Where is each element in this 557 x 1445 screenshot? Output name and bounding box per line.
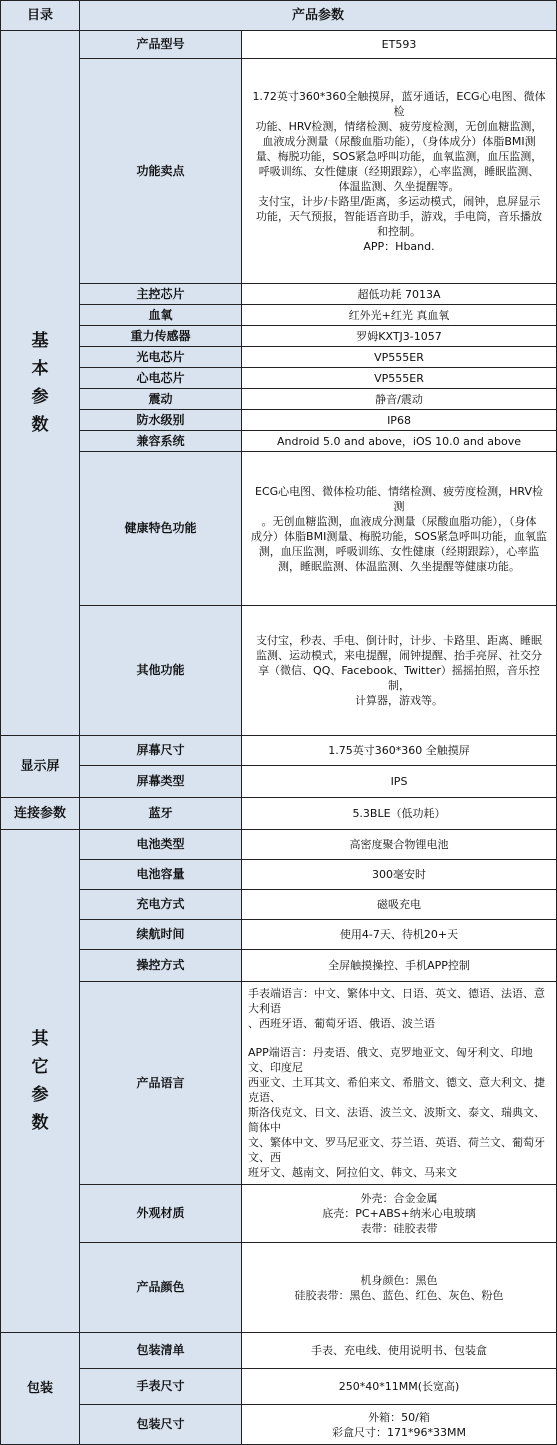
row-value-screen-type: IPS xyxy=(242,766,557,798)
row-label-endurance: 续航时间 xyxy=(80,920,242,950)
section-package-title: 包装 xyxy=(1,1333,80,1445)
row-label-battery-cap: 电池容量 xyxy=(80,860,242,890)
row-value-bluetooth: 5.3BLE（低功耗） xyxy=(242,798,557,830)
row-value-chip: 超低功耗 7013A xyxy=(242,284,557,305)
row-value-charging: 磁吸充电 xyxy=(242,890,557,920)
row-label-control: 操控方式 xyxy=(80,950,242,982)
table-row xyxy=(1,736,557,766)
section-connect-title: 连接参数 xyxy=(1,798,80,830)
row-label-other: 其他功能 xyxy=(80,606,242,736)
row-value-other: 支付宝，秒表、手电、倒计时，计步、卡路里、距离、睡眠 监测、运动模式，来电提醒，闹钟提醒、抬手亮屏、社交分 享（微信、QQ、Facebook、Twitter）摇摇拍照，音乐控制， 计算器，游戏等。 xyxy=(242,606,557,736)
header-catalog: 目录 xyxy=(1,1,80,31)
table-row xyxy=(1,860,557,890)
table-row xyxy=(1,982,557,1185)
table-row xyxy=(1,368,557,389)
row-value-battery-cap: 300毫安时 xyxy=(242,860,557,890)
row-label-vibration: 震动 xyxy=(80,389,242,410)
row-label-model: 产品型号 xyxy=(80,31,242,59)
row-label-ecg: 心电芯片 xyxy=(80,368,242,389)
table-row xyxy=(1,347,557,368)
table-row xyxy=(1,389,557,410)
section-basic-title: 基 本 参 数 xyxy=(1,31,80,736)
row-value-watch-size: 250*40*11MM(长宽高) xyxy=(242,1369,557,1405)
row-value-screen-size: 1.75英寸360*360 全触摸屏 xyxy=(242,736,557,766)
table-row xyxy=(1,1333,557,1369)
row-value-endurance: 使用4-7天、待机20+天 xyxy=(242,920,557,950)
table-row xyxy=(1,59,557,284)
section-others-title: 其 它 参 数 xyxy=(1,830,80,1333)
table-row xyxy=(1,950,557,982)
table-row xyxy=(1,920,557,950)
row-label-health: 健康特色功能 xyxy=(80,452,242,606)
row-value-spo2: 红外光+红光 真血氧 xyxy=(242,305,557,326)
table-row xyxy=(1,798,557,830)
header-params: 产品参数 xyxy=(80,1,557,31)
row-value-features: 1.72英寸360*360全触摸屏，蓝牙通话，ECG心电图、微体检 功能、HRV检测，情绪检测、疲劳度检测，无创血糖监测， 血液成分测量（尿酸血脂功能），（身体成分）体脂BMI测 量、梅脱功能，SOS紧急呼叫功能，血氧监测，血压监测， 呼吸训练、女性健康（经期跟踪），心率监测，睡眠监测、 体温监测、久坐提醒等。 支付宝，计步/卡路里/距离，多运动模式，闹钟，息屏显示 功能，天气预报，智能语音助手，游戏，手电筒，音乐播放 和控制。 APP：Hband. xyxy=(242,59,557,284)
row-value-pack-size: 外箱：50/箱 彩盒尺寸：171*96*33MM xyxy=(242,1405,557,1445)
table-row xyxy=(1,830,557,860)
table-row xyxy=(1,890,557,920)
table-row xyxy=(1,410,557,431)
row-value-language: 手表端语言：中文、繁体中文、日语、英文、德语、法语、意大利语 、西班牙语、葡萄牙语、俄语、波兰语 APP端语言：丹麦语、俄文、克罗地亚文、匈牙利文、印地文、印度尼 西亚文、土耳其文、希伯来文、希腊文、德文、意大利文、捷克语、 斯洛伐克文、日文、法语、波兰文、波斯文、泰文、瑞典文、简体中 文、繁体中文、罗马尼亚文、芬兰语、英语、荷兰文、葡萄牙文、西 班牙文、越南文、阿拉伯文、韩文、马来文 xyxy=(242,982,557,1185)
row-label-material: 外观材质 xyxy=(80,1185,242,1243)
row-label-compat: 兼容系统 xyxy=(80,431,242,452)
row-label-spo2: 血氧 xyxy=(80,305,242,326)
row-label-screen-size: 屏幕尺寸 xyxy=(80,736,242,766)
row-value-waterproof: IP68 xyxy=(242,410,557,431)
row-value-ecg: VP555ER xyxy=(242,368,557,389)
row-label-gsensor: 重力传感器 xyxy=(80,326,242,347)
row-label-chip: 主控芯片 xyxy=(80,284,242,305)
table-row xyxy=(1,305,557,326)
table-row xyxy=(1,1369,557,1405)
table-row xyxy=(1,1185,557,1243)
row-label-screen-type: 屏幕类型 xyxy=(80,766,242,798)
row-label-language: 产品语言 xyxy=(80,982,242,1185)
table-row xyxy=(1,284,557,305)
row-value-control: 全屏触摸操控、手机APP控制 xyxy=(242,950,557,982)
table-row xyxy=(1,326,557,347)
row-value-color: 机身颜色：黑色 硅胶表带：黑色、蓝色、红色、灰色、粉色 xyxy=(242,1243,557,1333)
row-label-features: 功能卖点 xyxy=(80,59,242,284)
row-value-ppg: VP555ER xyxy=(242,347,557,368)
row-label-ppg: 光电芯片 xyxy=(80,347,242,368)
row-value-model: ET593 xyxy=(242,31,557,59)
table-row xyxy=(1,1405,557,1445)
table-row xyxy=(1,452,557,606)
row-label-charging: 充电方式 xyxy=(80,890,242,920)
row-value-material: 外壳：合金金属 底壳：PC+ABS+纳米心电玻璃 表带：硅胶表带 xyxy=(242,1185,557,1243)
table-row xyxy=(1,606,557,736)
row-value-compat: Android 5.0 and above，iOS 10.0 and above xyxy=(242,431,557,452)
table-row xyxy=(1,431,557,452)
row-value-battery-type: 高密度聚合物锂电池 xyxy=(242,830,557,860)
row-label-waterproof: 防水级别 xyxy=(80,410,242,431)
row-value-gsensor: 罗姆KXTJ3-1057 xyxy=(242,326,557,347)
section-display-title: 显示屏 xyxy=(1,736,80,798)
row-value-pack-list: 手表、充电线、使用说明书、包装盒 xyxy=(242,1333,557,1369)
table-header-row xyxy=(1,1,557,31)
row-label-battery-type: 电池类型 xyxy=(80,830,242,860)
table-row xyxy=(1,1243,557,1333)
row-label-bluetooth: 蓝牙 xyxy=(80,798,242,830)
row-label-pack-list: 包装清单 xyxy=(80,1333,242,1369)
row-label-pack-size: 包装尺寸 xyxy=(80,1405,242,1445)
row-value-health: ECG心电图、微体检功能、情绪检测、疲劳度检测，HRV检测 。无创血糖监测，血液成分测量（尿酸血脂功能），（身体 成分）体脂BMI测量、梅脱功能，SOS紧急呼叫功能，血氧监 测，血压监测，呼吸训练、女性健康（经期跟踪），心率监 测，睡眠监测、体温监测、久坐提醒等健康功能。 xyxy=(242,452,557,606)
row-value-vibration: 静音/震动 xyxy=(242,389,557,410)
row-label-color: 产品颜色 xyxy=(80,1243,242,1333)
table-row xyxy=(1,766,557,798)
row-label-watch-size: 手表尺寸 xyxy=(80,1369,242,1405)
table-row xyxy=(1,31,557,59)
